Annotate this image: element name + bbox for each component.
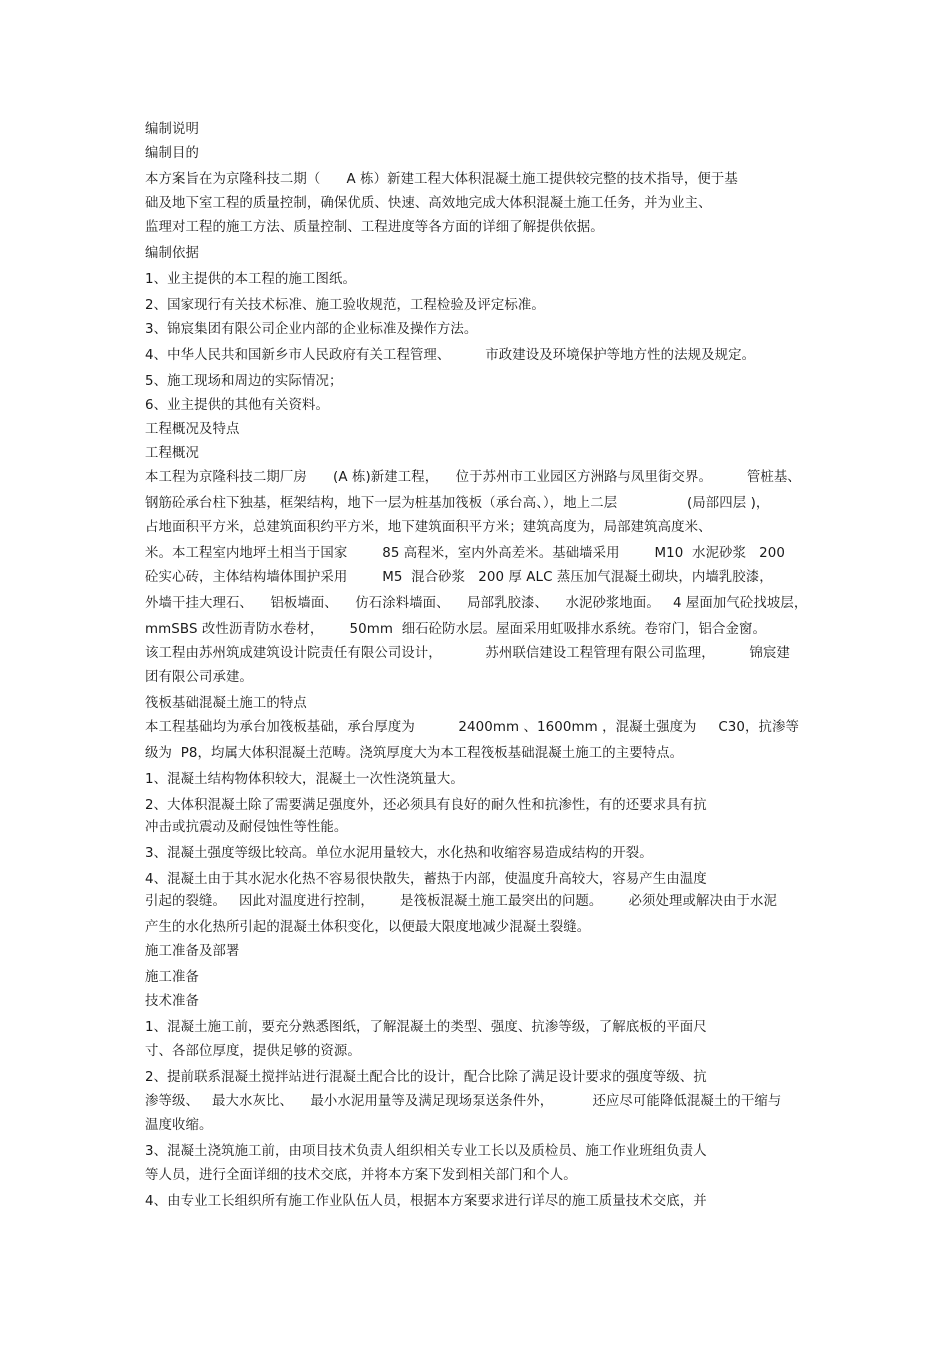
doc-line: 冲击或抗震动及耐侵蚀性等性能。 bbox=[145, 820, 348, 835]
doc-line: 引起的裂缝。 因此对温度进行控制， 是筏板混凝土施工最突出的问题。 必须处理或解决由于水泥 bbox=[145, 894, 777, 909]
doc-line: 米。本工程室内地坪土相当于国家 85 高程米，室内外高差米。基础墙采用 M10 水泥砂浆 200 bbox=[145, 546, 786, 561]
doc-line: 编制说明 bbox=[145, 122, 199, 137]
doc-line: 外墙干挂大理石、 铝板墙面、 仿石涂料墙面、 局部乳胶漆、 水泥砂浆地面。 4 屋面加气砼找坡层， bbox=[145, 596, 808, 611]
doc-line: 础及地下室工程的质量控制，确保优质、快速、高效地完成大体积混凝土施工任务，并为业主、 bbox=[145, 196, 712, 211]
doc-line: 5、施工现场和周边的实际情况； bbox=[145, 374, 343, 389]
doc-line: 编制目的 bbox=[145, 146, 199, 161]
doc-line: 施工准备 bbox=[145, 970, 199, 985]
doc-line: 1、混凝土施工前，要充分熟悉图纸，了解混凝土的类型、强度、抗渗等级，了解底板的平面尺 bbox=[145, 1020, 707, 1035]
doc-line: 3、锦宸集团有限公司企业内部的企业标准及操作方法。 bbox=[145, 322, 478, 337]
doc-line: 3、混凝土浇筑施工前，由项目技术负责人组织相关专业工长以及质检员、施工作业班组负责人 bbox=[145, 1144, 707, 1159]
doc-line: 工程概况 bbox=[145, 446, 199, 461]
doc-line: 工程概况及特点 bbox=[145, 422, 240, 437]
doc-line: 2、国家现行有关技术标准、施工验收规范，工程检验及评定标准。 bbox=[145, 298, 545, 313]
doc-line: 本工程为京隆科技二期厂房 (A 栋)新建工程， 位于苏州市工业园区方洲路与凤里街交界。 管桩基、 bbox=[145, 470, 801, 485]
doc-line: 渗等级、 最大水灰比、 最小水泥用量等及满足现场泵送条件外， 还应尽可能降低混凝土的干缩与 bbox=[145, 1094, 782, 1109]
doc-line: 监理对工程的施工方法、质量控制、工程进度等各方面的详细了解提供依据。 bbox=[145, 220, 604, 235]
doc-line: 3、混凝土强度等级比较高。单位水泥用量较大，水化热和收缩容易造成结构的开裂。 bbox=[145, 846, 653, 861]
doc-line: mmSBS 改性沥青防水卷材， 50mm 细石砼防水层。屋面采用虹吸排水系统。卷帘门，铝合金窗。 bbox=[145, 622, 766, 637]
doc-line: 寸、各部位厚度，提供足够的资源。 bbox=[145, 1044, 361, 1059]
doc-line: 团有限公司承建。 bbox=[145, 670, 253, 685]
doc-line: 等人员，进行全面详细的技术交底，并将本方案下发到相关部门和个人。 bbox=[145, 1168, 577, 1183]
doc-line: 该工程由苏州筑成建筑设计院责任有限公司设计， 苏州联信建设工程管理有限公司监理， 锦宸建 bbox=[145, 646, 791, 661]
doc-line: 4、中华人民共和国新乡市人民政府有关工程管理、 市政建设及环境保护等地方性的法规及规定。 bbox=[145, 348, 756, 363]
doc-line: 2、大体积混凝土除了需要满足强度外，还必须具有良好的耐久性和抗渗性，有的还要求具有抗 bbox=[145, 798, 707, 813]
doc-line: 施工准备及部署 bbox=[145, 944, 240, 959]
doc-line: 本工程基础均为承台加筏板基础，承台厚度为 2400mm 、1600mm ，混凝土强度为 C30，抗渗等 bbox=[145, 720, 799, 735]
doc-line: 6、业主提供的其他有关资料。 bbox=[145, 398, 329, 413]
doc-line: 2、提前联系混凝土搅拌站进行混凝土配合比的设计，配合比除了满足设计要求的强度等级、抗 bbox=[145, 1070, 707, 1085]
doc-line: 占地面积平方米，总建筑面积约平方米，地下建筑面积平方米；建筑高度为，局部建筑高度米、 bbox=[145, 520, 712, 535]
doc-line: 编制依据 bbox=[145, 246, 199, 261]
doc-line: 筏板基础混凝土施工的特点 bbox=[145, 696, 307, 711]
doc-line: 砼实心砖，主体结构墙体围护采用 M5 混合砂浆 200 厚 ALC 蒸压加气混凝土砌块，内墙乳胶漆， bbox=[145, 570, 773, 585]
doc-line: 温度收缩。 bbox=[145, 1118, 213, 1133]
doc-line: 级为 P8，均属大体积混凝土范畴。浇筑厚度大为本工程筏板基础混凝土施工的主要特点。 bbox=[145, 746, 684, 761]
doc-line: 1、业主提供的本工程的施工图纸。 bbox=[145, 272, 356, 287]
doc-line: 产生的水化热所引起的混凝土体积变化，以便最大限度地减少混凝土裂缝。 bbox=[145, 920, 591, 935]
doc-line: 本方案旨在为京隆科技二期（ A 栋）新建工程大体积混凝土施工提供较完整的技术指导，便于基 bbox=[145, 172, 738, 187]
doc-line: 1、混凝土结构物体积较大，混凝土一次性浇筑量大。 bbox=[145, 772, 464, 787]
doc-line: 4、由专业工长组织所有施工作业队伍人员，根据本方案要求进行详尽的施工质量技术交底，并 bbox=[145, 1194, 707, 1209]
doc-line: 4、混凝土由于其水泥水化热不容易很快散失，蓄热于内部，使温度升高较大，容易产生由温度 bbox=[145, 872, 707, 887]
doc-line: 技术准备 bbox=[145, 994, 199, 1009]
doc-line: 钢筋砼承台柱下独基，框架结构，地下一层为桩基加筏板（承台高、），地上二层 (局部四层 )， bbox=[145, 496, 770, 511]
